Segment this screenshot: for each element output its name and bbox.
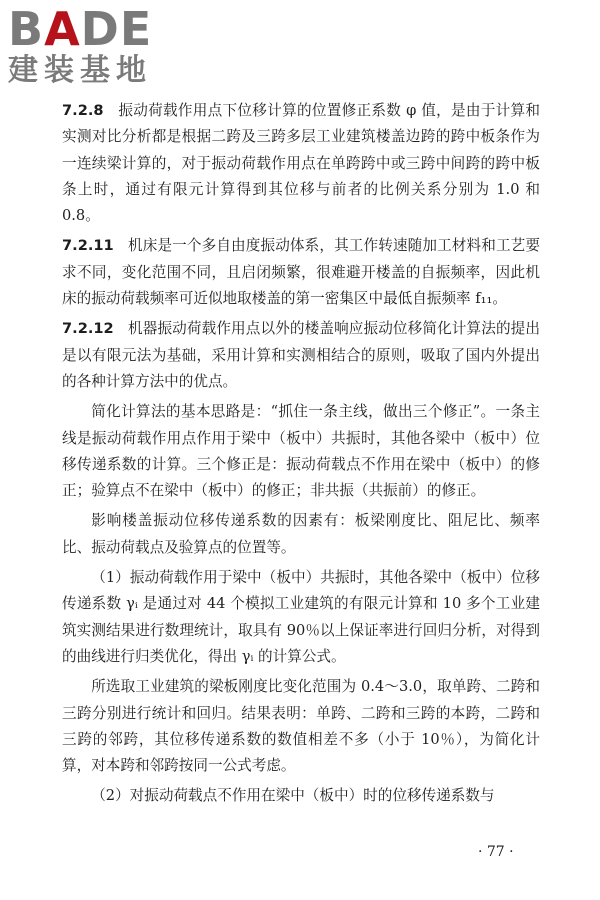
logo-wordmark: BADE [8,2,153,56]
section-7-2-12 [62,316,540,395]
paragraph-basic-idea: 简化计算法的基本思路是：“抓住一条主线，做出三个修正”。一条主线是振动荷载作用点作用于梁中（板中）共振时，其他各梁中（板中）位移传递系数的计算。三个修正是：振动荷载点不作用在梁中（板中）的修正；验算点不在梁中（板中）的修正；非共振（共振前）的修正。 [62,403,540,500]
section-number: 7.2.8 [62,102,104,119]
paragraph-stiffness-range: 所选取工业建筑的梁板刚度比变化范围为 0.4～3.0，取单跨、二跨和三跨分别进行统计和回归。结果表明：单跨、二跨和三跨的本跨，二跨和三跨的邻跨，其位移传递系数的数值相差不多（小于 10％），为简化计算，对本跨和邻跨按同一公式考虑。 [62,678,540,775]
section-number: 7.2.11 [62,237,114,255]
section-7-2-11 [62,233,540,312]
section-text: 机床是一个多自由度振动体系，其工作转速随加工材料和工艺要求不同，变化范围不同，且启闭频繁，很难避开楼盖的自振频率，因此机床的振动荷载频率可近似地取楼盖的第一密集区中最低自振频率 f₁₁。 [62,237,540,308]
logo-subtitle: 建装基地 [8,53,152,88]
paragraph-item-2: （2）对振动荷载点不作用在梁中（板中）时的位移传递系数与 [91,787,495,805]
bade-logo [8,4,152,88]
page-number: · 77 · [478,844,514,860]
section-text: 机器振动荷载作用点以外的楼盖响应振动位移简化计算法的提出是以有限元法为基础，采用计算和实测相结合的原则，吸取了国内外提出的各种计算方法中的优点。 [62,320,540,390]
paragraph-item-1: （1）振动荷载作用于梁中（板中）共振时，其他各梁中（板中）位移传递系数 γᵢ 是通过对 44 个模拟工业建筑的有限元计算和 10 多个工业建筑实测结果进行数理统计，取具有 90％以上保证率进行回归分析，对得到的曲线进行归类优化，得出 γᵢ 的计算公式。 [62,569,540,665]
section-number: 7.2.12 [62,320,114,338]
section-7-2-8 [62,98,540,229]
document-body [62,98,540,810]
paragraph-factors: 影响楼盖振动位移传递系数的因素有：板梁刚度比、阻尼比、频率比、振动荷载点及验算点的位置等。 [62,512,540,556]
section-text: 振动荷载作用点下位移计算的位置修正系数 φ 值，是由于计算和实测对比分析都是根据二跨及三跨多层工业建筑楼盖边跨的跨中板条作为一连续梁计算的，对于振动荷载作用点在单跨跨中或三跨中间跨的跨中板条上时，通过有限元计算得到其位移与前者的比例关系分别为 1.0 和 0.8。 [62,102,541,225]
